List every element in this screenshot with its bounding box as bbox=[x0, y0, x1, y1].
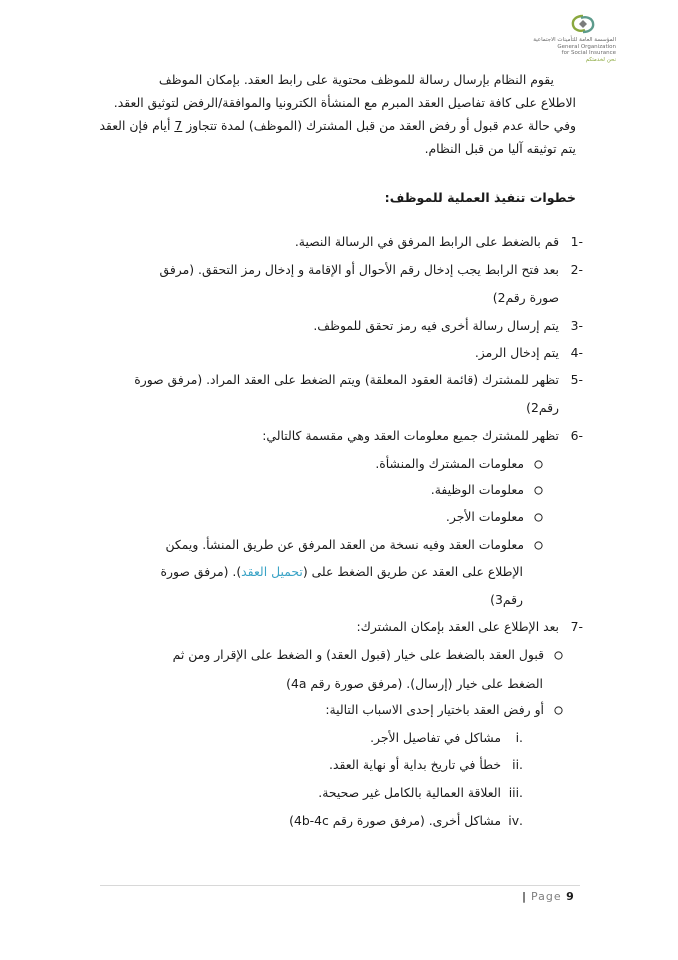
step-6-bullet-2 bbox=[431, 480, 545, 500]
logo-english-name-1: General Organization bbox=[557, 44, 616, 50]
bullet-text: معلومات الأجر. bbox=[445, 509, 524, 524]
reason-number: .ii bbox=[512, 757, 523, 772]
step-text: بعد الإطلاع على العقد بإمكان المشترك: bbox=[356, 619, 559, 634]
step-number: -1 bbox=[570, 234, 583, 249]
bullet-text: معلومات المشترك والمنشأة. bbox=[375, 456, 524, 471]
reason-number: .i bbox=[515, 730, 523, 745]
intro-paragraph bbox=[99, 68, 576, 160]
bullet-text: أو رفض العقد باختيار إحدى الاسباب التالية: bbox=[325, 702, 544, 717]
step-number: -7 bbox=[570, 619, 583, 634]
reason-4 bbox=[289, 811, 523, 831]
page-footer bbox=[522, 890, 575, 903]
bullet-text: قبول العقد بالضغط على خيار (قبول العقد) و الضغط على الإقرار ومن ثم bbox=[172, 647, 544, 662]
hollow-circle-bullet-icon bbox=[532, 458, 545, 471]
reason-2 bbox=[329, 755, 523, 775]
step-4 bbox=[475, 343, 583, 363]
reason-text: مشاكل أخرى. (مرفق صورة رقم 4b-4c) bbox=[289, 813, 501, 828]
step-text: قم بالضغط على الرابط المرفق في الرسالة النصية. bbox=[294, 234, 559, 249]
reason-text: خطأ في تاريخ بداية أو نهاية العقد. bbox=[329, 757, 501, 772]
page-label: Page bbox=[531, 890, 562, 903]
step-5 bbox=[134, 370, 583, 390]
step-number: -5 bbox=[570, 372, 583, 387]
bullet-text: الإطلاع على العقد عن طريق الضغط على ( bbox=[302, 564, 523, 579]
gosi-logo-icon bbox=[570, 14, 596, 34]
step-text: بعد فتح الرابط يجب إدخال رقم الأحوال أو الإقامة و إدخال رمز التحقق. (مرفق bbox=[159, 262, 559, 277]
logo-slogan: نحن لخدمتكم bbox=[585, 57, 616, 63]
bullet-text: ). (مرفق صورة bbox=[160, 564, 242, 579]
reason-text: العلاقة العمالية بالكامل غير صحيحة. bbox=[318, 785, 501, 800]
step-7-bullet-1-line-2: الضغط على خيار (إرسال). (مرفق صورة رقم 4a) bbox=[286, 676, 543, 691]
step-6-bullet-3 bbox=[446, 507, 545, 527]
bullet-text: معلومات العقد وفيه نسخة من العقد المرفق عن طريق المنشأ. ويمكن bbox=[165, 537, 524, 552]
step-7-bullet-2 bbox=[325, 700, 565, 720]
intro-line-3-end: أيام فإن العقد bbox=[99, 118, 175, 133]
reason-text: مشاكل في تفاصيل الأجر. bbox=[370, 730, 501, 745]
reason-1 bbox=[370, 728, 523, 748]
step-6-bullet-4-line-2 bbox=[161, 562, 523, 582]
step-number: -6 bbox=[570, 428, 583, 443]
reason-number: .iv bbox=[508, 813, 523, 828]
steps-heading: خطوات تنفيذ العملية للموظف: bbox=[384, 190, 576, 205]
hollow-circle-bullet-icon bbox=[552, 649, 565, 662]
step-text: تظهر للمشترك (قائمة العقود المعلقة) ويتم الضغط على العقد المراد. (مرفق صورة bbox=[134, 372, 559, 387]
page-number: 9 bbox=[566, 890, 575, 903]
intro-line-3-start: وفي حالة عدم قبول أو رفض العقد من قبل المشترك (الموظف) لمدة تتجاوز bbox=[182, 118, 576, 133]
intro-line-2: الاطلاع على كافة تفاصيل العقد المبرم مع المنشأة الكترونيا والموافقة/الرفض لتوثيق العقد. bbox=[113, 95, 576, 110]
reason-number: .iii bbox=[508, 785, 523, 800]
step-text: يتم إرسال رسالة أخرى فيه رمز تحقق للموظف. bbox=[313, 318, 559, 333]
logo-arabic-name: المؤسسة العامة للتأمينات الاجتماعية bbox=[533, 37, 616, 43]
step-2 bbox=[160, 260, 584, 280]
step-6 bbox=[262, 426, 583, 446]
step-6-bullet-4-line-3: رقم3) bbox=[490, 592, 523, 607]
step-2-continued: صورة رقم2) bbox=[492, 290, 559, 305]
reason-3 bbox=[318, 783, 523, 803]
step-7 bbox=[356, 617, 583, 637]
hollow-circle-bullet-icon bbox=[532, 484, 545, 497]
step-5-continued: رقم2) bbox=[526, 400, 559, 415]
bullet-text: معلومات الوظيفة. bbox=[430, 482, 524, 497]
intro-line-1: يقوم النظام بإرسال رسالة للموظف محتوية على رابط العقد. بإمكان الموظف bbox=[158, 72, 554, 87]
download-contract-link[interactable]: تحميل العقد bbox=[241, 564, 303, 579]
step-7-bullet-1 bbox=[173, 645, 565, 665]
intro-days-count: 7 bbox=[174, 118, 183, 133]
step-1 bbox=[295, 232, 583, 252]
hollow-circle-bullet-icon bbox=[532, 539, 545, 552]
step-6-bullet-4 bbox=[165, 535, 545, 555]
intro-line-3 bbox=[99, 114, 576, 137]
step-number: -2 bbox=[570, 262, 583, 277]
step-text: تظهر للمشترك جميع معلومات العقد وهي مقسمة كالتالي: bbox=[262, 428, 559, 443]
hollow-circle-bullet-icon bbox=[532, 511, 545, 524]
step-number: -3 bbox=[570, 318, 583, 333]
step-3 bbox=[313, 316, 583, 336]
step-text: يتم إدخال الرمز. bbox=[474, 345, 559, 360]
logo-english-name-2: for Social Insurance bbox=[561, 50, 616, 56]
intro-line-4: يتم توثيقه آليا من قبل النظام. bbox=[424, 141, 576, 156]
hollow-circle-bullet-icon bbox=[552, 704, 565, 717]
gosi-logo bbox=[533, 14, 616, 64]
step-6-bullet-1 bbox=[375, 454, 545, 474]
step-number: -4 bbox=[570, 345, 583, 360]
footer-bar: | bbox=[522, 890, 528, 903]
footer-divider bbox=[100, 885, 580, 886]
